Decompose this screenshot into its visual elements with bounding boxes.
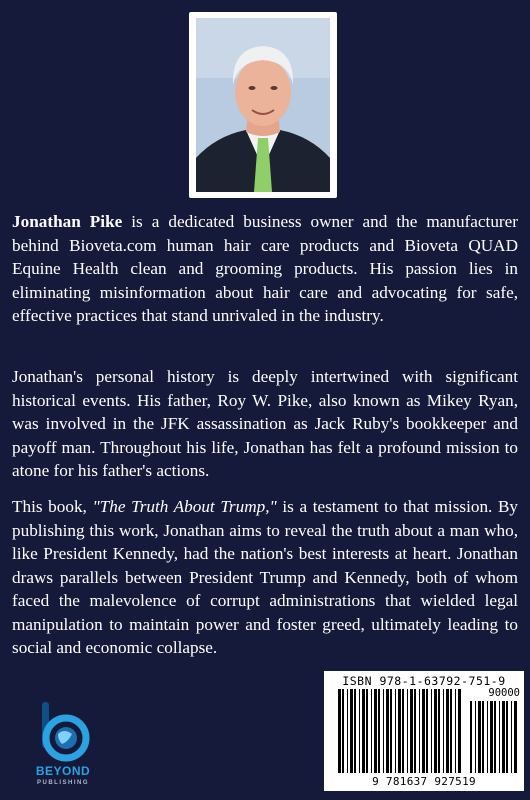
- barcode-bar: [502, 701, 505, 773]
- barcode-bar: [354, 689, 356, 773]
- barcode-bar: [362, 689, 365, 773]
- barcode-bar: [338, 689, 341, 773]
- barcode-bar: [359, 689, 360, 773]
- barcode-bar: [434, 689, 437, 773]
- barcode-bar: [487, 701, 488, 773]
- bio-paragraph-3-text: is a testament to that mission. By publishing this work, Jonathan aims to reveal the truth about a man who, like President Kennedy, had the nation's best interests at heart. Jonathan draws parallels between President Trump and Kennedy, both of whom faced the malevolence of corrupt administrations that wielded legal manipulation to maintain power and foster greed, ultimately leading to social and economic collapse.: [12, 497, 519, 657]
- bio-paragraph-1: [12, 210, 518, 328]
- barcode-bar: [374, 689, 377, 773]
- barcode-bar: [499, 701, 500, 773]
- book-title: "The Truth About Trump,": [92, 497, 277, 516]
- price-code: 90000: [488, 687, 520, 699]
- author-name: Jonathan Pike: [12, 212, 123, 231]
- bio-paragraph-3: [12, 495, 518, 660]
- barcode-bar: [419, 689, 420, 773]
- barcode-bar: [494, 701, 496, 773]
- barcode-digits: 9 781637 927519: [372, 775, 476, 788]
- barcode-bar: [470, 701, 472, 773]
- barcode-bar: [446, 689, 449, 773]
- barcode-bar: [514, 701, 517, 773]
- barcode-bar: [431, 689, 432, 773]
- barcode-bar: [455, 689, 456, 773]
- barcode-bar: [350, 689, 353, 773]
- barcode-bar: [443, 689, 444, 773]
- barcode-bar: [407, 689, 408, 773]
- publisher-subtitle: PUBLISHING: [36, 780, 89, 786]
- bio-paragraph-1-text: is a dedicated business owner and the manufacturer behind Bioveta.com human hair care products and Bioveta QUAD Equine Health clean and grooming products. His passion lies in eliminating misinformation about hair care and advocating for safe, effective practices that stand unrivaled in the industry.: [12, 212, 518, 325]
- barcode-bar: [378, 689, 380, 773]
- barcode-bar: [422, 689, 425, 773]
- barcode-bar: [366, 689, 368, 773]
- barcode-bar: [450, 689, 452, 773]
- barcode-bar: [398, 689, 401, 773]
- barcode-bar: [482, 701, 484, 773]
- barcode-bar: [410, 689, 413, 773]
- author-photo-frame: [189, 12, 337, 198]
- author-photo: [196, 18, 330, 192]
- publisher-b-icon: [22, 700, 104, 764]
- barcode-bar: [390, 689, 392, 773]
- barcode-bar: [371, 689, 372, 773]
- barcode-bar: [383, 689, 384, 773]
- barcode-bar: [458, 689, 461, 773]
- barcode-bar: [347, 689, 348, 773]
- barcode-bar: [490, 701, 493, 773]
- barcode-bar: [402, 689, 404, 773]
- bio-paragraph-3-start: This book,: [12, 497, 93, 516]
- barcode-bar: [475, 701, 476, 773]
- barcode-bar: [438, 689, 440, 773]
- bio-paragraph-2: Jonathan's personal history is deeply intertwined with significant historical events. His father, Roy W. Pike, also known as Mikey Ryan, was involved in the JFK assassination as Jack Ruby's bookkeeper and payoff man. Throughout his life, Jonathan has felt a profound mission to atone for his father's actions.: [12, 367, 518, 480]
- barcode-bar: [511, 701, 512, 773]
- barcode-bar: [395, 689, 396, 773]
- barcode-bar: [478, 701, 481, 773]
- barcode-bar: [426, 689, 428, 773]
- barcode-bar: [414, 689, 416, 773]
- barcode-bar: [386, 689, 389, 773]
- author-portrait: [196, 18, 330, 192]
- isbn-number: ISBN 978-1-63792-751-9: [342, 674, 506, 688]
- barcode-bar: [342, 689, 344, 773]
- publisher-name: BEYOND: [35, 764, 91, 778]
- barcode-bar: [506, 701, 508, 773]
- publisher-logo: [22, 700, 104, 792]
- isbn-barcode: [324, 671, 524, 791]
